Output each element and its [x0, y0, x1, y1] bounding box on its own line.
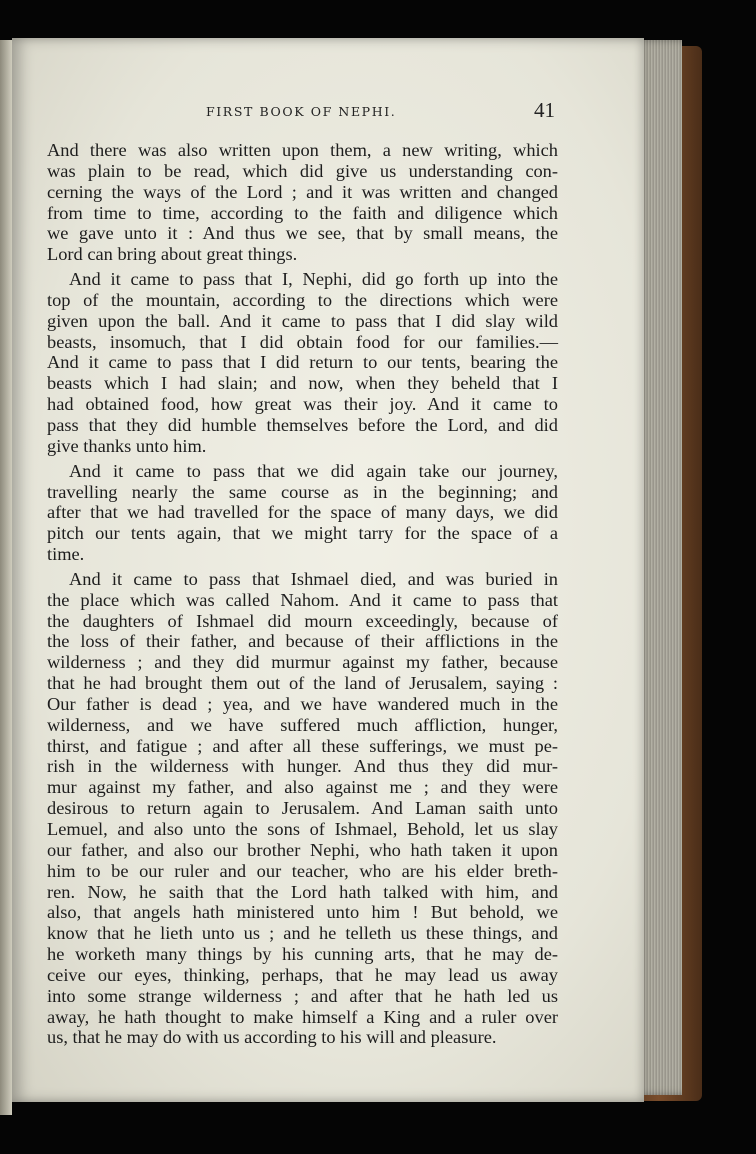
body-text: [47, 140, 558, 1048]
text-line: after that we had travelled for the space of many days, we did: [47, 502, 558, 523]
text-line: And there was also written upon them, a new writing, which: [47, 140, 558, 160]
text-line: Lemuel, and also unto the sons of Ishmael, Behold, let us slay: [47, 819, 558, 839]
text-line: cerning the ways of the Lord ; and it was written and changed: [47, 181, 558, 202]
text-line: was plain to be read, which did give us understanding con-: [47, 160, 558, 181]
text-line: travelling nearly the same course as in the beginning; and: [47, 481, 558, 502]
text-line: know that he lieth unto us ; and he telleth us these things, and: [47, 923, 558, 944]
text-line: away, he hath thought to make himself a King and a ruler over: [47, 1006, 558, 1027]
text-line: And it came to pass that Ishmael died, and was buried in: [69, 568, 558, 589]
text-line: ceive our eyes, thinking, perhaps, that he may lead us away: [47, 964, 558, 985]
paragraph: [47, 140, 558, 265]
text-line: Lord can bring about great things.: [47, 244, 298, 265]
text-line: beasts, insomuch, that I did obtain food for our families.—: [47, 331, 558, 352]
text-line: rish in the wilderness with hunger. And thus they did mur-: [47, 756, 558, 777]
text-line: we gave unto it : And thus we see, that by small means, the: [47, 223, 558, 244]
text-line: desirous to return again to Jerusalem. And Laman saith unto: [47, 798, 558, 819]
text-line: And it came to pass that I did return to our tents, bearing the: [47, 352, 558, 373]
text-line: also, that angels hath ministered unto him ! But behold, we: [47, 902, 558, 923]
text-line: beasts which I had slain; and now, when they beheld that I: [47, 373, 558, 394]
text-line: wilderness, and we have suffered much affliction, hunger,: [47, 714, 558, 735]
paragraph: [47, 461, 558, 565]
text-line: top of the mountain, according to the directions which were: [47, 289, 558, 310]
text-line: give thanks unto him.: [47, 435, 207, 456]
paragraph: [47, 269, 558, 457]
text-line: from time to time, according to the faith and diligence which: [47, 202, 558, 223]
text-line: And it came to pass that I, Nephi, did go forth up into the: [69, 269, 558, 290]
paragraph: [47, 569, 558, 1048]
text-line: the daughters of Ishmael did mourn exceedingly, because of: [47, 610, 558, 631]
text-line: thirst, and fatigue ; and after all these sufferings, we must pe-: [47, 735, 558, 756]
text-line: pass that they did humble themselves before the Lord, and did: [47, 414, 558, 435]
text-line: into some strange wilderness ; and after that he hath led us: [47, 985, 558, 1006]
text-line: ren. Now, he saith that the Lord hath talked with him, and: [47, 881, 558, 902]
running-head: FIRST BOOK OF NEPHI.: [206, 104, 397, 119]
text-line: Our father is dead ; yea, and we have wandered much in the: [47, 693, 558, 714]
text-line: the loss of their father, and because of their afflictions in the: [47, 631, 558, 652]
text-line: pitch our tents again, that we might tarry for the space of a: [47, 523, 558, 544]
text-line: had obtained food, how great was their joy. And it came to: [47, 394, 558, 415]
text-line: the place which was called Nahom. And it came to pass that: [47, 589, 558, 610]
text-line: mur against my father, and also against me ; and they were: [47, 777, 558, 798]
previous-page-edge: [0, 40, 12, 1115]
text-line: time.: [47, 544, 85, 565]
text-line: our father, and also our brother Nephi, who hath taken it upon: [47, 839, 558, 860]
text-line: him to be our ruler and our teacher, who are his elder breth-: [47, 860, 558, 881]
text-line: given upon the ball. And it came to pass that I did slay wild: [47, 310, 558, 331]
text-line: wilderness ; and they did murmur against my father, because: [47, 652, 558, 673]
text-line: that he had brought them out of the land of Jerusalem, saying :: [47, 673, 558, 694]
text-line: he worketh many things by his cunning arts, that he may de-: [47, 944, 558, 965]
text-line: us, that he may do with us according to his will and pleasure.: [47, 1027, 497, 1048]
page-number: 41: [534, 98, 555, 122]
text-line: And it came to pass that we did again take our journey,: [69, 460, 558, 481]
